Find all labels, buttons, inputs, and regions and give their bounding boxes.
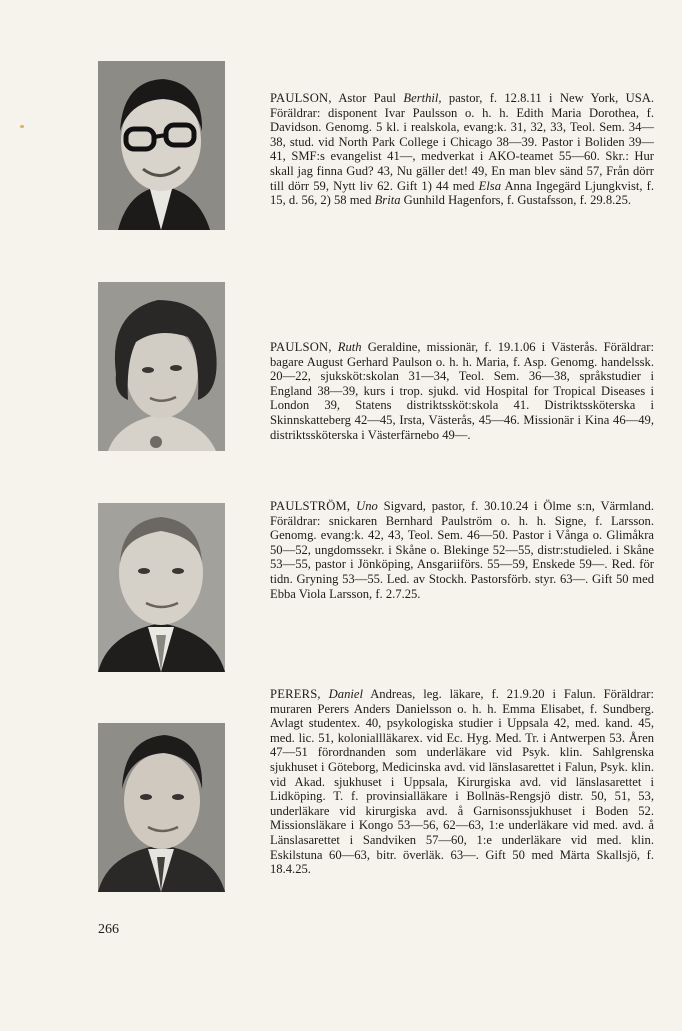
call-name: Uno [356,499,378,513]
entry-text [270,499,654,601]
entry-text [270,91,654,208]
portrait-man-glasses-icon [98,61,225,230]
portrait-photo [98,723,225,892]
surname: PAULSON, [270,91,332,105]
entry-text [270,687,654,877]
portrait-photo [98,61,225,230]
entry-text [270,340,654,442]
margin-mark [20,125,24,128]
call-name: Ruth [337,340,362,354]
call-name: Berthil, [403,91,442,105]
spouse-name: Elsa [478,178,501,193]
surname: PAULSTRÖM, [270,499,351,513]
surname: PAULSON, [270,340,332,354]
portrait-photo [98,503,225,672]
call-name: Daniel [328,687,363,701]
portrait-man-bald-icon [98,503,225,672]
spouse-name: Brita [374,193,401,208]
portrait-photo [98,282,225,451]
biography-continued: Anna Ingegärd Ljungkvist, f. 15, d. 56, 2) 58 med [270,178,654,208]
biography: Andreas, leg. läkare, f. 21.9.20 i Falun. Föräldrar: muraren Perers Anders Danielsson o. h. h. Emma Elisabet, f. Sundberg. Avlagt studentex. 40, psykologiska studier i Uppsala 42, med. kand. 45, med. lic. 51, koloniallläkarex. vid Ec. Hyg. Med. Tr. i Antwerpen 53. Åren 47—51 förordnanden som underläkare vid Psyk. klin. Sahlgrenska sjukhuset i Göteborg, Medicinska avd. vid länslasarettet i Falun, Psyk. klin. vid Akad. sjukhuset i Uppsala, Kirurgiska avd. vid länslasarettet i Lidköping. T. f. provinsialläkare i Bollnäs-Rengsjö distr. 50, 51, 53, underläkare vid kirurgiska avd. å Garnisonssjukhuset i Boden 52. Missionsläkare i Kongo 53—56, 62—63, 1:e underläkare vid med. avd. å Länslasarettet i Sandviken 57—60, 1:e underläkare vid med. klin. Eskilstuna 60—63, bitr. överläk. 63—. Gift 50 med Märta Skallsjö, f. 18.4.25. [270,687,654,877]
biography-end: Gunhild Hagenfors, f. Gustafsson, f. 29.8.25. [403,193,632,208]
biography: Sigvard, pastor, f. 30.10.24 i Ölme s:n, Värmland. Föräldrar: snickaren Bernhard Paulström o. h. h. Signe, f. Larsson. Genomg. evang:k. 42, 43, Teol. Sem. 46—50. Pastor i Vånga o. Glimåkra 50—52, ungdomssekr. i Skåne o. Blekinge 52—55, distr:studieled. i Skåne 53—55, pastor i Jönköping, Ansgariiförs. 55—59, Enskede 59—. Red. för tidn. Gryning 53—55. Led. av Stockh. Pastorsförb. styr. 63—. Gift 50 med Ebba Viola Larsson, f. 2.7.25. [270,499,654,601]
portrait-man-young-icon [98,723,225,892]
portrait-woman-icon [98,282,225,451]
surname: PERERS, [270,687,321,701]
page-number: 266 [98,922,119,937]
given-names: Astor Paul [338,91,397,105]
biography: Geraldine, missionär, f. 19.1.06 i Västerås. Föräldrar: bagare August Gerhard Paulson o. h. h. Maria, f. Asp. Genomg. handelssk. 20—22, sjuksköt:skolan 31—34, Teol. Sem. 36—38, språkstudier i England 38—39, kurs i trop. sjukd. vid Hospital for Tropical Diseases i London 39, Statens distriktssköt:skola 41. Distriktssköterska i Skinnskatteberg 42—45, Irsta, Västerås, 45—46. Missionär i Kina 46—49, distriktssköterska i Västerfärnebo 49—. [270,340,654,442]
biography: pastor, f. 12.8.11 i New York, USA. Föräldrar: disponent Ivar Paulsson o. h. h. Edith Maria Dorothea, f. Davidson. Genomg. 5 kl. i realskola, evang:k. 31, 32, 33, Teol. Sem. 34—38, stud. vid North Park College i Chicago 38—39. Pastor i Boliden 39—41, SMF:s evangelist 41—, medverkat i AKO-teamet 55—60. Skr.: Hur skall jag finna Gud? 43, Nu gäller det! 49, En man blev sänd 57, Från dörr till dörr 59, Nytt liv 62. Gift 1) 44 med [270,91,655,193]
